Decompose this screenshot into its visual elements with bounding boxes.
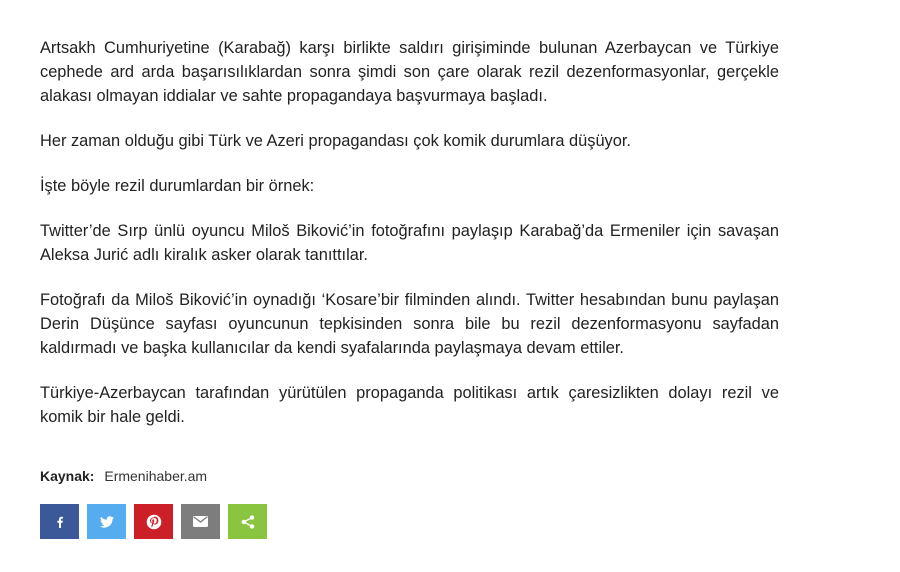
article-paragraph: İşte böyle rezil durumlardan bir örnek: xyxy=(40,177,315,195)
twitter-share-button[interactable] xyxy=(87,504,126,539)
facebook-icon xyxy=(54,516,66,528)
email-share-button[interactable] xyxy=(181,504,220,539)
share-more-button[interactable] xyxy=(228,504,267,539)
article-paragraph: Her zaman olduğu gibi Türk ve Azeri propagandası çok komik durumlara düşüyor. xyxy=(40,132,631,150)
pinterest-icon xyxy=(146,514,162,530)
article-paragraph: Türkiye-Azerbaycan tarafından yürütülen propaganda politikası artık çaresizlikten dolayı rezil ve komik bir hale geldi. xyxy=(40,384,779,426)
source-line xyxy=(40,466,207,486)
source-link[interactable]: Ermenihaber.am xyxy=(104,468,208,484)
email-icon xyxy=(193,516,208,527)
facebook-share-button[interactable] xyxy=(40,504,79,539)
twitter-icon xyxy=(100,516,114,528)
article-paragraph: Artsakh Cumhuriyetine (Karabağ) karşı birlikte saldırı girişiminde bulunan Azerbaycan ve Türkiye cephede ard arda başarısılıklardan sonra şimdi son çare olarak rezil dezenformasyonlar, gerçekle alakası olmayan iddialar ve sahte propagandaya başvurmaya başladı. xyxy=(40,39,779,105)
article-paragraph: Fotoğrafı da Miloš Biković’in oynadığı ‘Kosare’bir filminden alındı. Twitter hesabından bunu paylaşan Derin Düşünce sayfası oyuncunun tepkisinden sonra bile bu rezil dezenformasyonu sayfadan kaldırmadı ve başka kullanıcılar da kendi syafalarında paylaşmaya devam ettiler. xyxy=(40,291,779,357)
share-bar xyxy=(40,504,267,539)
pinterest-share-button[interactable] xyxy=(134,504,173,539)
article-paragraph: Twitter’de Sırp ünlü oyuncu Miloš Biković’in fotoğrafını paylaşıp Karabağ’da Ermeniler için savaşan Aleksa Jurić adlı kiralık asker olarak tanıttılar. xyxy=(40,222,779,264)
source-label: Kaynak: xyxy=(40,468,95,484)
article-body xyxy=(40,36,779,429)
share-icon xyxy=(241,515,255,529)
